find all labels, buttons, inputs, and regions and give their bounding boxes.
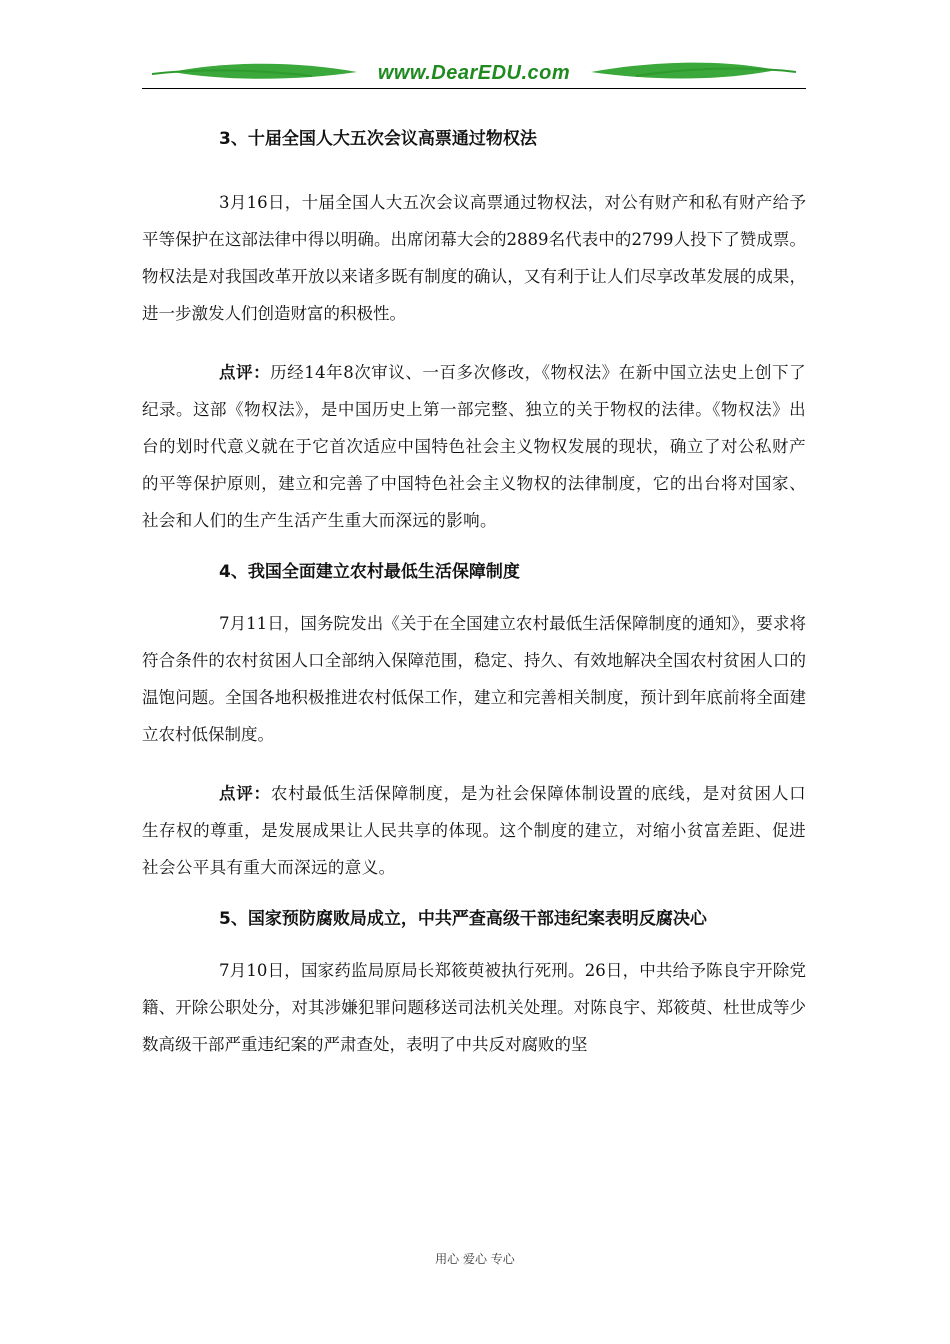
section-title-4: 4、我国全面建立农村最低生活保障制度	[219, 562, 520, 582]
section-title-3: 3、十届全国人大五次会议高票通过物权法	[219, 129, 537, 149]
header-divider	[142, 88, 806, 89]
comment-label: 点评：	[219, 363, 271, 382]
section-body-5: 7月10日，国家药监局原局长郑筱萸被执行死刑。26日，中共给予陈良宇开除党籍、开除公职处分，对其涉嫌犯罪问题移送司法机关处理。对陈良宇、郑筱萸、杜世成等少数高级干部严重违纪案的严肃查处，表明了中共反对腐败的坚	[142, 961, 806, 1054]
section-body-3: 3月16日，十届全国人大五次会议高票通过物权法，对公有财产和私有财产给予平等保护在这部法律中得以明确。出席闭幕大会的2889名代表中的2799人投下了赞成票。物权法是对我国改革开放以来诸多既有制度的确认，又有利于让人们尽享改革发展的成果，进一步激发人们创造财富的积极性。	[142, 193, 806, 323]
section-title-5: 5、国家预防腐败局成立，中共严查高级干部违纪案表明反腐决心	[219, 909, 707, 929]
comment-text: 历经14年8次审议、一百多次修改，《物权法》在新中国立法史上创下了纪录。这部《物权法》，是中国历史上第一部完整、独立的关于物权的法律。《物权法》出台的划时代意义就在于它首次适应中国特色社会主义物权发展的现状，确立了对公私财产的平等保护原则，建立和完善了中国特色社会主义物权的法律制度，它的出台将对国家、社会和人们的生产生活产生重大而深远的影响。	[142, 363, 807, 530]
section-body-4: 7月11日，国务院发出《关于在全国建立农村最低生活保障制度的通知》，要求将符合条件的农村贫困人口全部纳入保障范围，稳定、持久、有效地解决全国农村贫困人口的温饱问题。全国各地积极推进农村低保工作，建立和完善相关制度，预计到年底前将全面建立农村低保制度。	[142, 614, 806, 744]
article-body	[142, 120, 806, 1063]
section-comment-3	[142, 354, 806, 539]
section-comment-4	[142, 775, 806, 886]
site-logo[interactable]: www.DearEDU.com	[377, 62, 571, 84]
comment-label: 点评：	[219, 784, 271, 803]
page-footer: 用心 爱心 专心	[435, 1252, 515, 1266]
site-header	[142, 58, 806, 92]
comment-text: 农村最低生活保障制度，是为社会保障体制设置的底线，是对贫困人口生存权的尊重，是发展成果让人民共享的体现。这个制度的建立，对缩小贫富差距、促进社会公平具有重大而深远的意义。	[142, 784, 806, 877]
